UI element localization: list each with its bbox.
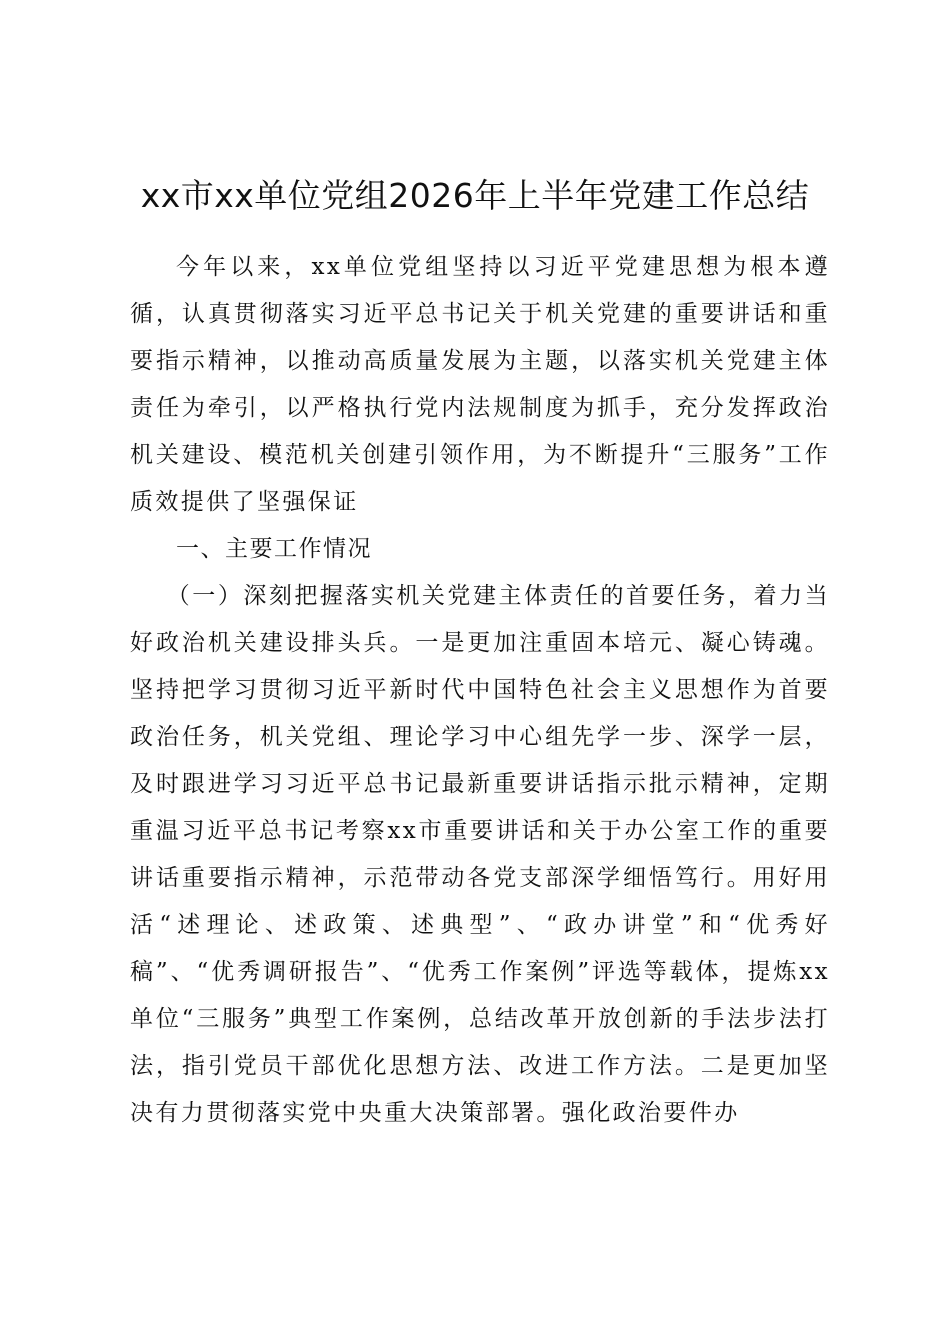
document-body [130,244,830,1137]
section-paragraph: （一）深刻把握落实机关党建主体责任的首要任务，着力当好政治机关建设排头兵。一是更加注重固本培元、凝心铸魂。坚持把学习贯彻习近平新时代中国特色社会主义思想作为首要政治任务，机关党组、理论学习中心组先学一步、深学一层，及时跟进学习习近平总书记最新重要讲话指示批示精神，定期重温习近平总书记考察xx市重要讲话和关于办公室工作的重要讲话重要指示精神，示范带动各党支部深学细悟笃行。用好用活“述理论、述政策、述典型”、“政办讲堂”和“优秀好稿”、“优秀调研报告”、“优秀工作案例”评选等载体，提炼xx单位“三服务”典型工作案例，总结改革开放创新的手法步法打法，指引党员干部优化思想方法、改进工作方法。二是更加坚决有力贯彻落实党中央重大决策部署。强化政治要件办 [130,583,830,1126]
section-heading: 一、主要工作情况 [176,536,372,562]
intro-paragraph: 今年以来，xx单位党组坚持以习近平党建思想为根本遵循，认真贯彻落实习近平总书记关于机关党建的重要讲话和重要指示精神，以推动高质量发展为主题，以落实机关党建主体责任为牵引，以严格执行党内法规制度为抓手，充分发挥政治机关建设、模范机关创建引领作用，为不断提升“三服务”工作质效提供了坚强保证 [130,254,830,515]
document-title: xx市xx单位党组2026年上半年党建工作总结 [140,176,810,215]
